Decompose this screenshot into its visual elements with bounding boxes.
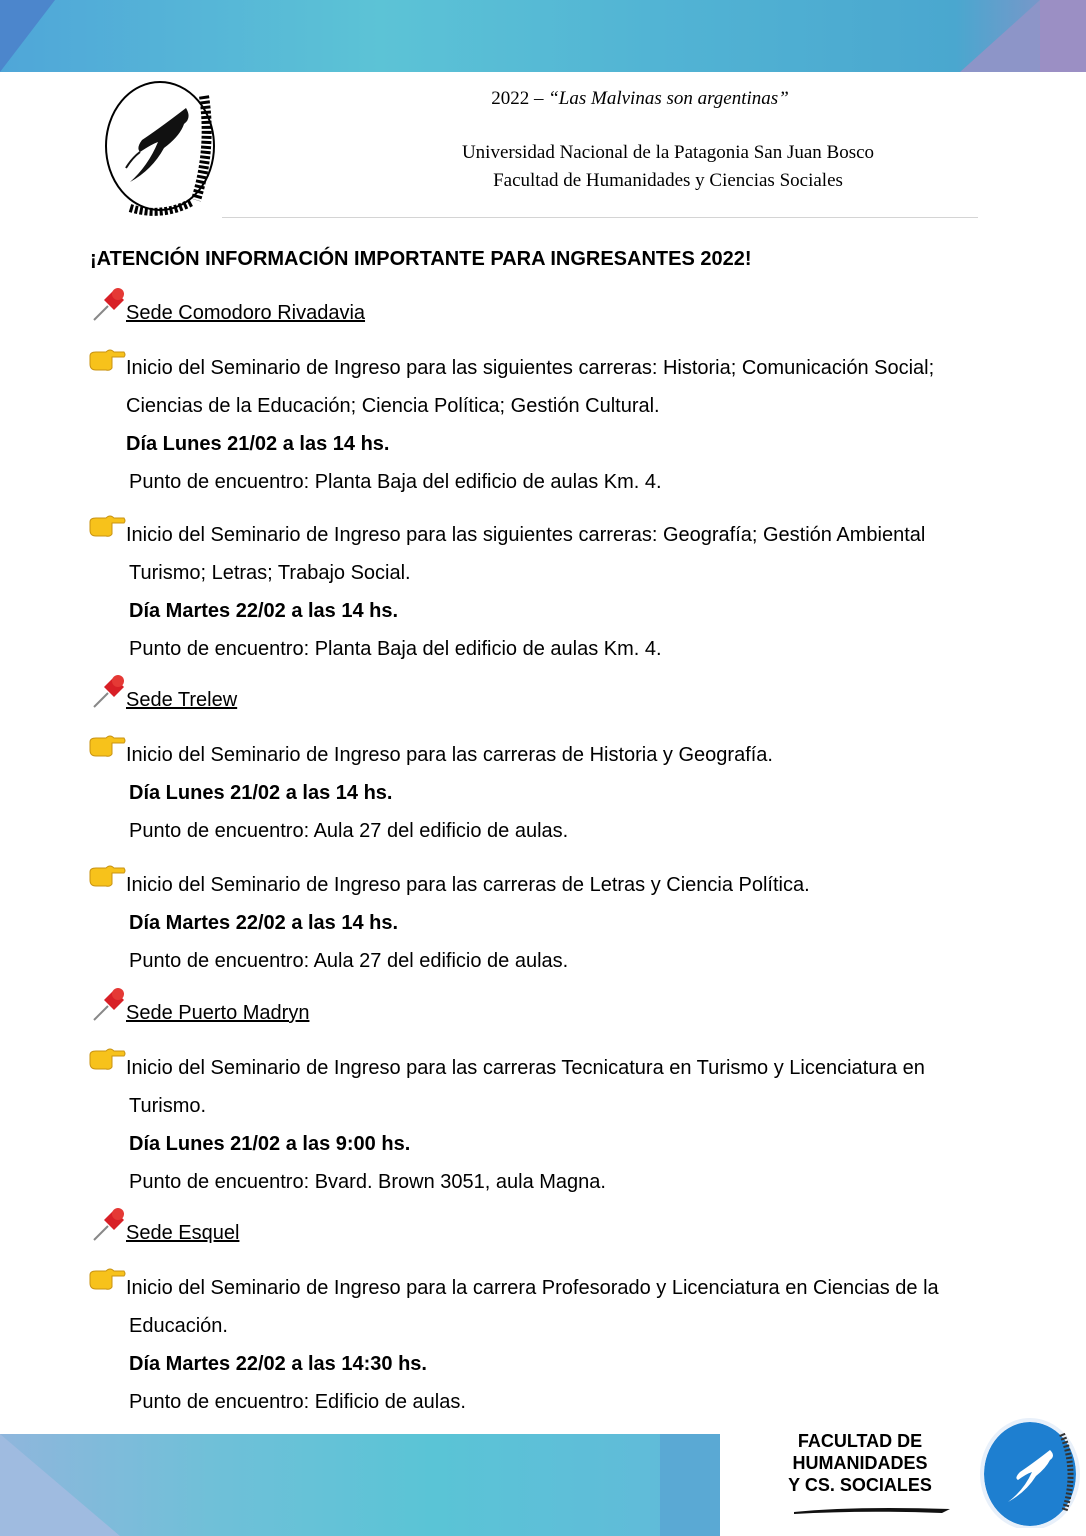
- item-meeting-point: Punto de encuentro: Aula 27 del edificio de aulas.: [129, 950, 569, 972]
- item-text-line: Turismo; Letras; Trabajo Social.: [129, 562, 411, 584]
- item-meeting-point: Punto de encuentro: Planta Baja del edificio de aulas Km. 4.: [129, 471, 662, 493]
- item-meeting-point: Punto de encuentro: Planta Baja del edificio de aulas Km. 4.: [129, 638, 662, 660]
- banner-shape: [660, 1434, 720, 1536]
- banner-shape: [1040, 0, 1086, 72]
- item-day: Día Martes 22/02 a las 14 hs.: [129, 912, 399, 934]
- item-text-line: Ciencias de la Educación; Ciencia Política; Gestión Cultural.: [126, 395, 660, 417]
- seminar-item: [126, 516, 925, 668]
- motto-quote: “Las Malvinas son argentinas”: [548, 88, 789, 109]
- header-divider: [222, 217, 978, 218]
- seminar-item: [126, 349, 934, 501]
- brush-stroke-underline: [792, 1506, 952, 1514]
- footer-faculty-line: HUMANIDADES: [792, 1453, 928, 1473]
- item-text-line: Inicio del Seminario de Ingreso para las carreras de Letras y Ciencia Política.: [126, 874, 810, 896]
- university-name: Universidad Nacional de la Patagonia San Juan Bosco: [461, 142, 875, 163]
- pushpin-icon: [90, 986, 128, 1022]
- item-meeting-point: Punto de encuentro: Edificio de aulas.: [129, 1391, 466, 1413]
- item-text-line: Inicio del Seminario de Ingreso para las siguientes carreras: Historia; Comunicación Social;: [126, 357, 935, 379]
- pointing-hand-icon: [88, 864, 126, 888]
- faculty-name: Facultad de Humanidades y Ciencias Sociales: [493, 170, 843, 191]
- university-seal-logo: [100, 78, 228, 218]
- bottom-decorative-banner: [0, 1434, 720, 1536]
- pointing-hand-icon: [88, 734, 126, 758]
- sede-heading: Sede Trelew: [126, 689, 238, 711]
- item-text-line: Inicio del Seminario de Ingreso para las carreras de Historia y Geografía.: [126, 744, 773, 766]
- item-day: Día Lunes 21/02 a las 14 hs.: [126, 433, 390, 455]
- sede-heading: Sede Comodoro Rivadavia: [126, 302, 366, 324]
- faculty-seal-logo: [980, 1416, 1084, 1528]
- motto-year: 2022 –: [491, 88, 544, 109]
- item-day: Día Lunes 21/02 a las 9:00 hs.: [129, 1133, 411, 1155]
- pointing-hand-icon: [88, 1267, 126, 1291]
- footer-faculty-name: [770, 1430, 950, 1496]
- item-text-line: Educación.: [129, 1315, 228, 1337]
- sede-heading: Sede Puerto Madryn: [126, 1002, 310, 1024]
- page-title: ¡ATENCIÓN INFORMACIÓN IMPORTANTE PARA INGRESANTES 2022!: [90, 248, 752, 270]
- item-day: Día Martes 22/02 a las 14 hs.: [129, 600, 399, 622]
- item-text-line: Inicio del Seminario de Ingreso para la carrera Profesorado y Licenciatura en Ciencias de la: [126, 1277, 939, 1299]
- pointing-hand-icon: [88, 1047, 126, 1071]
- item-day: Día Lunes 21/02 a las 14 hs.: [129, 782, 393, 804]
- item-text-line: Inicio del Seminario de Ingreso para las siguientes carreras: Geografía; Gestión Ambiental: [126, 524, 926, 546]
- pointing-hand-icon: [88, 514, 126, 538]
- pushpin-icon: [90, 286, 128, 322]
- top-decorative-banner: [0, 0, 1086, 72]
- seminar-item: [126, 1269, 939, 1421]
- pointing-hand-icon: [88, 348, 126, 372]
- seminar-item: [126, 866, 810, 980]
- banner-shape: [960, 0, 1040, 72]
- banner-shape: [0, 0, 55, 72]
- pushpin-icon: [90, 1206, 128, 1242]
- footer-faculty-line: FACULTAD DE: [797, 1431, 923, 1451]
- header-institution: [420, 139, 916, 195]
- item-text-line: Inicio del Seminario de Ingreso para las carreras Tecnicatura en Turismo y Licenciatura en: [126, 1057, 925, 1079]
- item-meeting-point: Punto de encuentro: Aula 27 del edificio de aulas.: [129, 820, 569, 842]
- footer-faculty-line: Y CS. SOCIALES: [788, 1475, 932, 1495]
- pushpin-icon: [90, 673, 128, 709]
- banner-shape: [0, 1434, 120, 1536]
- item-day: Día Martes 22/02 a las 14:30 hs.: [129, 1353, 427, 1375]
- item-meeting-point: Punto de encuentro: Bvard. Brown 3051, aula Magna.: [129, 1171, 606, 1193]
- seminar-item: [126, 736, 773, 850]
- sede-heading: Sede Esquel: [126, 1222, 240, 1244]
- seminar-item: [126, 1049, 925, 1201]
- item-text-line: Turismo.: [129, 1095, 207, 1117]
- header-motto: [440, 88, 840, 110]
